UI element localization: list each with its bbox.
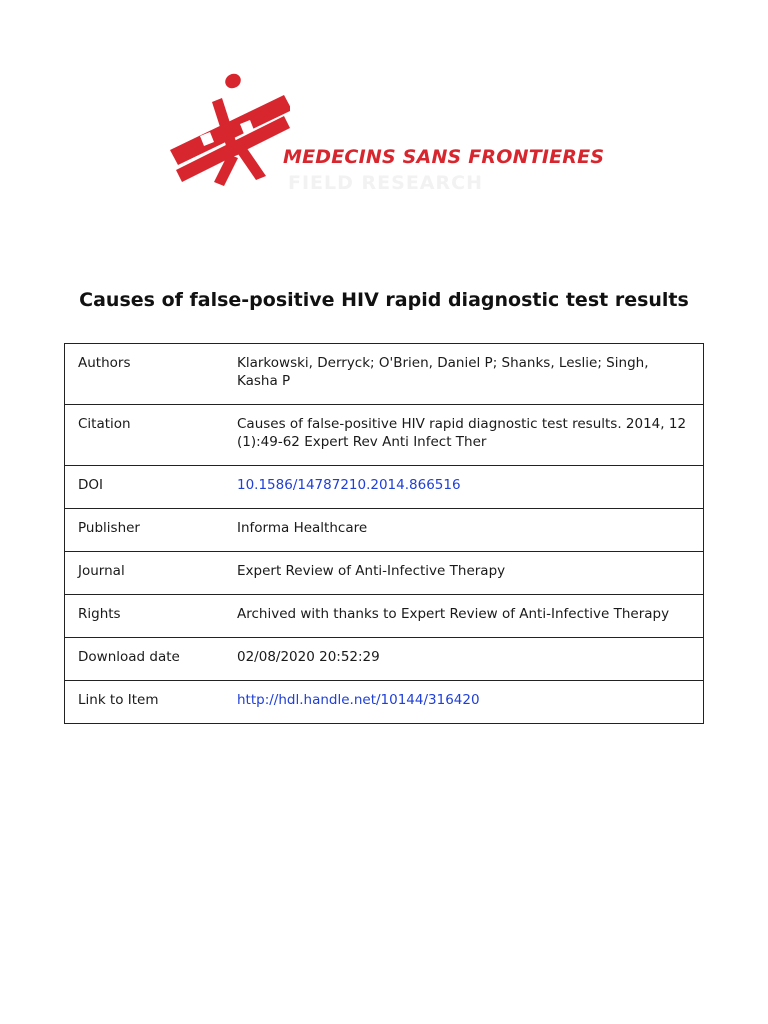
table-row-journal <box>65 552 704 595</box>
publisher-value: Informa Healthcare <box>224 509 704 552</box>
logo-subtitle: FIELD RESEARCH <box>288 172 483 194</box>
table-row-link-to-item <box>65 681 704 724</box>
document-title: Causes of false-positive HIV rapid diagnostic test results <box>79 289 689 311</box>
table-row-authors <box>65 344 704 405</box>
msf-logo <box>170 68 610 218</box>
item-handle-link[interactable]: http://hdl.handle.net/10144/316420 <box>237 692 480 708</box>
table-row-publisher <box>65 509 704 552</box>
row-label: Citation <box>65 405 225 466</box>
row-label: Journal <box>65 552 225 595</box>
table-row-citation <box>65 405 704 466</box>
logo-wordmark: MEDECINS SANS FRONTIERES <box>283 146 605 168</box>
rights-value: Archived with thanks to Expert Review of Anti-Infective Therapy <box>224 595 704 638</box>
journal-value: Expert Review of Anti-Infective Therapy <box>224 552 704 595</box>
table-row-doi <box>65 466 704 509</box>
msf-running-man-icon <box>170 68 290 198</box>
citation-value: Causes of false-positive HIV rapid diagnostic test results. 2014, 12 (1):49-62 Expert Rev Anti Infect Ther <box>224 405 704 466</box>
row-label: Publisher <box>65 509 225 552</box>
row-label: Link to Item <box>65 681 225 724</box>
authors-value: Klarkowski, Derryck; O'Brien, Daniel P; Shanks, Leslie; Singh, Kasha P <box>224 344 704 405</box>
doi-link[interactable]: 10.1586/14787210.2014.866516 <box>237 477 461 493</box>
row-label: DOI <box>65 466 225 509</box>
download-date-value: 02/08/2020 20:52:29 <box>224 638 704 681</box>
row-label: Download date <box>65 638 225 681</box>
row-label: Rights <box>65 595 225 638</box>
table-row-download-date <box>65 638 704 681</box>
row-label: Authors <box>65 344 225 405</box>
metadata-table <box>64 343 704 724</box>
table-row-rights <box>65 595 704 638</box>
